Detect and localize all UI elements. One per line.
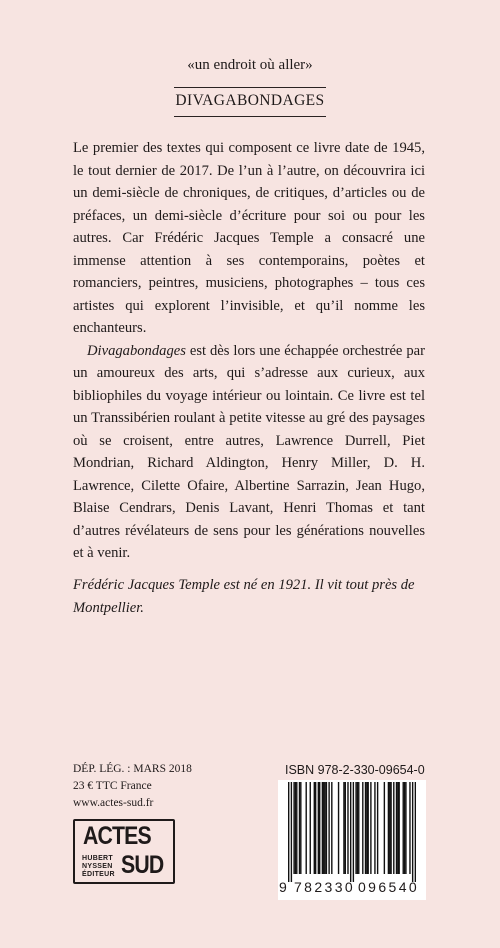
barcode-bar xyxy=(374,782,375,874)
barcode-bar xyxy=(404,782,405,874)
logo-word-sud: SUD xyxy=(121,851,164,879)
blurb-paragraph-1: Le premier des textes qui composent ce livre date de 1945, le tout dernier de 2017. De l’un à l’autre, on découvrira ici un demi-siècle de chroniques, de critiques, d’articles ou de préfaces, un demi-siècle d’écriture pour soi ou pour les autres. Car Frédéric Jacques Temple a consacré une immense attention à ses contemporains, poètes et romanciers, peintres, musiciens, photographes – tous ces artistes qui explorent l’invisible, et qu’il nomme les enchanteurs. xyxy=(73,140,425,336)
barcode-bar xyxy=(403,782,404,874)
barcode-bar xyxy=(310,782,311,874)
barcode-bar xyxy=(405,782,406,874)
barcode-bar xyxy=(300,782,301,874)
barcode-bar xyxy=(412,782,413,882)
logo-word-actes: ACTES xyxy=(83,822,151,850)
barcode-bar xyxy=(353,782,354,882)
barcode-bar xyxy=(324,782,325,874)
price: 23 € TTC France xyxy=(73,780,152,792)
barcode-bar xyxy=(398,782,399,874)
barcode-bar xyxy=(377,782,378,874)
barcode-bar xyxy=(347,782,348,874)
barcode-bar xyxy=(306,782,307,874)
barcode-bar xyxy=(370,782,371,874)
barcode-bar xyxy=(338,782,339,874)
barcode-bar xyxy=(393,782,394,874)
barcode-bar xyxy=(299,782,300,874)
barcode-bar xyxy=(314,782,315,874)
series-tagline: «un endroit où aller» xyxy=(187,57,313,73)
barcode-bar xyxy=(396,782,397,874)
barcode-bar xyxy=(295,782,296,874)
logo-line-hubert: HUBERT xyxy=(82,855,113,862)
blurb-paragraph-2-text: est dès lors une échappée orchestrée par un amoureux des arts, qui s’adresse aux curieux, aux bibliophiles du voyage intérieur ou lointain. Ce livre est tel un Transsibérien roulant à petite vitesse au gré des paysages où se croisent, entre autres, Lawrence Durrell, Piet Mondrian, Richard Aldington, Henry Miller, D. H. Lawrence, Cilette Ofaire, Albertine Sarrazin, Jean Hugo, Blaise Cendrars, Denis Lavant, Henri Thomas et tant d’autres révélateurs de sens pour les générations nouvelles et à venir. xyxy=(73,342,425,561)
barcode-bar xyxy=(288,782,289,882)
barcode-digits-left: 782330 xyxy=(294,879,356,895)
barcode-bar xyxy=(397,782,398,874)
barcode-bar xyxy=(350,782,351,882)
bottom-rule xyxy=(174,116,326,117)
barcode-digits xyxy=(278,879,426,897)
barcode-bar xyxy=(323,782,324,874)
barcode-bar xyxy=(318,782,319,874)
barcode-bar xyxy=(367,782,368,874)
barcode-bar xyxy=(293,782,294,874)
barcode-digit-first: 9 xyxy=(279,879,287,895)
isbn-barcode xyxy=(278,780,426,900)
barcode-bar xyxy=(315,782,316,874)
blurb xyxy=(73,137,425,565)
barcode-bar xyxy=(355,782,356,874)
collection-title: DIVAGABONDAGES xyxy=(175,92,325,109)
barcode-bar xyxy=(388,782,389,874)
barcode-bars xyxy=(288,782,416,882)
top-rule xyxy=(174,87,326,88)
author-note: Frédéric Jacques Temple est né en 1921. Il vit tout près de Montpellier. xyxy=(73,577,415,616)
legal-info xyxy=(73,761,192,812)
logo-line-editeur: ÉDITEUR xyxy=(82,871,115,878)
barcode-digits-right: 096540 xyxy=(358,879,420,895)
barcode-bar xyxy=(384,782,385,874)
barcode-bar xyxy=(365,782,366,874)
barcode-bar xyxy=(366,782,367,874)
legal-deposit: DÉP. LÉG. : MARS 2018 xyxy=(73,763,192,775)
actes-sud-logo xyxy=(73,819,175,884)
logo-line-nyssen: NYSSEN xyxy=(82,863,113,870)
barcode-bar xyxy=(319,782,320,874)
barcode-bar xyxy=(291,782,292,882)
publisher-website: www.actes-sud.fr xyxy=(73,797,154,809)
barcode-bar xyxy=(328,782,329,874)
blurb-paragraph-2 xyxy=(73,340,425,565)
barcode-bar xyxy=(326,782,327,874)
barcode-bar xyxy=(331,782,332,874)
barcode-bar xyxy=(357,782,358,874)
barcode-bar xyxy=(362,782,363,874)
barcode-bar xyxy=(322,782,323,874)
book-title-italic: Divagabondages xyxy=(87,342,186,359)
barcode-bar xyxy=(415,782,416,882)
barcode-bar xyxy=(358,782,359,874)
barcode-bar xyxy=(343,782,344,874)
isbn-label: ISBN 978-2-330-09654-0 xyxy=(285,763,425,777)
barcode-bar xyxy=(389,782,390,874)
barcode-bar xyxy=(296,782,297,874)
barcode-bar xyxy=(345,782,346,874)
barcode-bar xyxy=(390,782,391,874)
barcode-bar xyxy=(409,782,410,874)
